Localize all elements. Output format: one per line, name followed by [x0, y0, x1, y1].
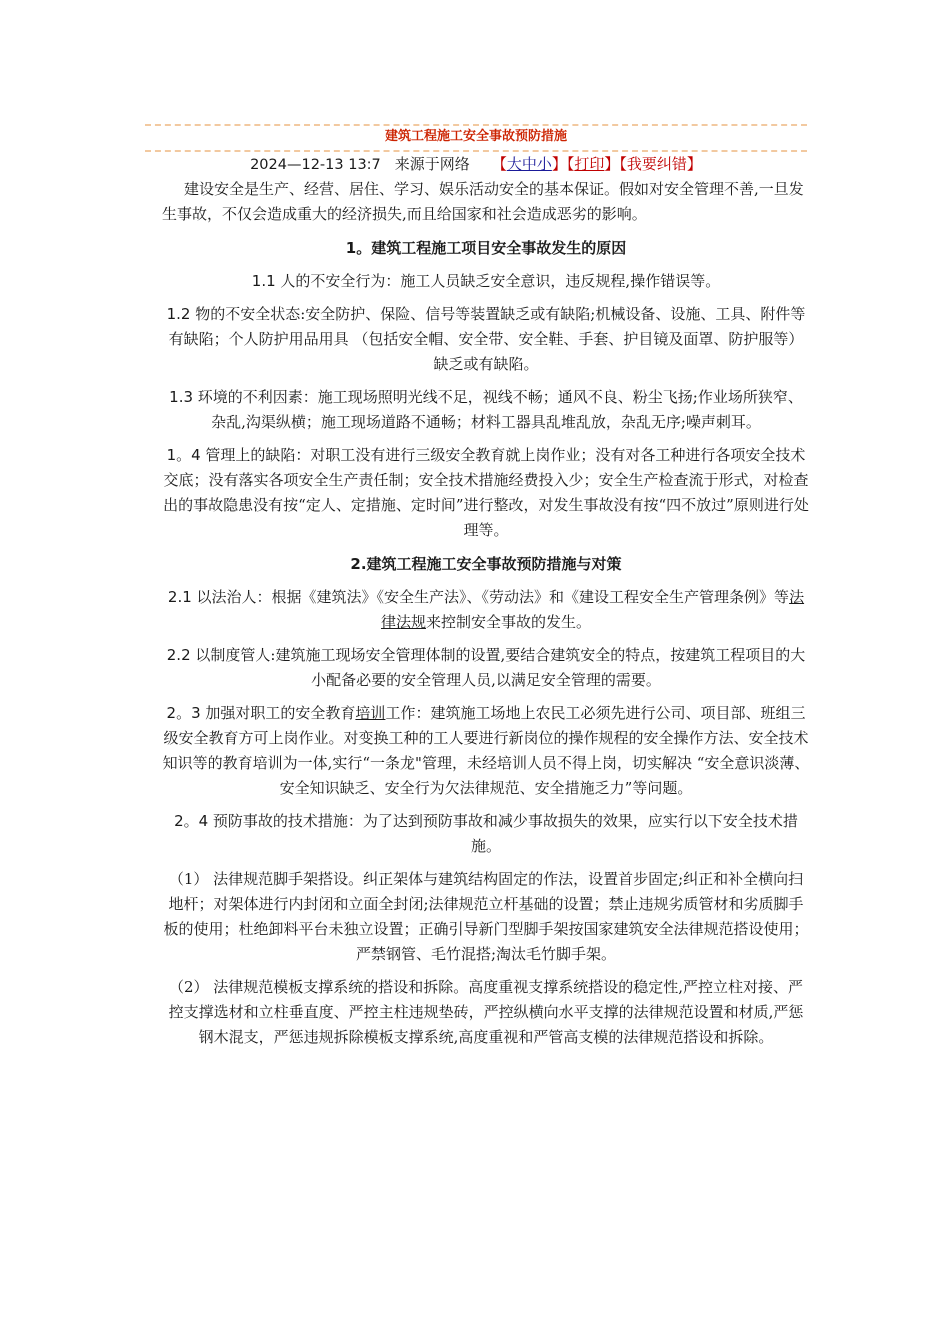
paragraph-text: 预防事故的技术措施：为了达到预防事故和减少事故损失的效果，应实行以下安全技术措施。: [208, 812, 798, 855]
print-link[interactable]: 打印: [574, 155, 605, 173]
paragraph-text: 以法治人：根据《建筑法》《安全生产法》、《劳动法》和《建设工程安全生产管理条例》等: [191, 588, 790, 606]
paragraph-text: 人的不安全行为：施工人员缺乏安全意识，违反规程,操作错误等。: [275, 272, 721, 290]
paragraph-text: 工作：建筑施工场地上农民工必须先进行公司、项目部、班组三级安全教育方可上岗作业。对变换工种的工人要进行新岗位的操作规程的安全操作方法、安全技术知识等的教育培训为一体,实行“一条龙"管理，未经培训人员不得上岗，切实解决 “安全意识淡薄、安全知识缺乏、安全行为欠法律规范、安全措施乏力”等问题。: [162, 704, 810, 797]
training-link[interactable]: 培训: [355, 704, 386, 722]
section-heading: 1。建筑工程施工项目安全事故发生的原因: [345, 239, 627, 257]
font-size-link[interactable]: 大中小: [506, 155, 552, 173]
clause-number: 1.1: [251, 272, 276, 290]
paragraph: [162, 385, 810, 435]
paragraph: [162, 585, 810, 635]
publish-date: 2024—12-13 13:7: [250, 157, 381, 173]
paragraph: [162, 809, 810, 859]
clause-number: 2.2: [166, 646, 191, 664]
clause-number: 2。3: [166, 704, 201, 722]
law-link[interactable]: 法律法规: [380, 588, 805, 631]
bracket-open: 【: [491, 155, 507, 173]
paragraph-text: 来控制安全事故的发生。: [426, 613, 592, 631]
paragraph-text: 以制度管人:建筑施工现场安全管理体制的设置,要结合建筑安全的特点，按建筑工程项目的大小配备必要的安全管理人员,以满足安全管理的需要。: [190, 646, 806, 689]
paragraph-text: 环境的不利因素：施工现场照明光线不足，视线不畅；通风不良、粉尘飞扬;作业场所狭窄、杂乱,沟渠纵横；施工现场道路不通畅；材料工器具乱堆乱放，杂乱无序;噪声刺耳。: [193, 388, 803, 431]
paragraph: [162, 443, 810, 543]
paragraph-text: 管理上的缺陷：对职工没有进行三级安全教育就上岗作业；没有对各工种进行各项安全技术交底；没有落实各项安全生产责任制；安全技术措施经费投入少；安全生产检查流于形式，对检查出的事故隐患没有按“定人、定措施、定时间”进行整改，对发生事故没有按“四不放过”原则进行处理等。: [163, 446, 809, 539]
clause-number: 2.1: [167, 588, 192, 606]
paragraph: [162, 269, 810, 294]
paragraph: [162, 302, 810, 377]
clause-number: 1。4: [166, 446, 201, 464]
title-top-divider: [145, 124, 807, 126]
source-label: 来源于网络: [394, 155, 470, 173]
paragraph-text: 物的不安全状态:安全防护、保险、信号等装置缺乏或有缺陷;机械设备、设施、工具、附件等有缺陷；个人防护用品用具 （包括安全帽、安全带、安全鞋、手套、护目镜及面罩、防护服等）缺乏或有缺陷。: [168, 305, 806, 373]
clause-number: 1.2: [166, 305, 191, 323]
bracket-close: 】: [604, 155, 620, 173]
bracket-close: 】: [551, 155, 567, 173]
bracket-open: 【: [566, 155, 575, 173]
list-item: （2） 法律规范模板支撑系统的搭设和拆除。高度重视支撑系统搭设的稳定性,严控立柱对接、严控支撑选材和立柱垂直度、严控主柱违规垫砖，严控纵横向水平支撑的法律规范设置和材质,严惩钢木混支，严惩违规拆除模板支撑系统,高度重视和严管高支模的法律规范搭设和拆除。: [168, 978, 804, 1046]
paragraph: [162, 643, 810, 693]
section-heading: 2.建筑工程施工安全事故预防措施与对策: [350, 555, 622, 573]
paragraph-text: 加强对职工的安全教育: [200, 704, 356, 722]
report-error-link[interactable]: 【我要纠错】: [619, 155, 702, 173]
article-body: [162, 177, 810, 1058]
article-meta: [145, 153, 807, 176]
intro-paragraph: 建设安全是生产、经营、居住、学习、娱乐活动安全的基本保证。假如对安全管理不善,一旦发生事故，不仅会造成重大的经济损失,而且给国家和社会造成恶劣的影响。: [162, 180, 804, 223]
list-item: （1） 法律规范脚手架搭设。纠正架体与建筑结构固定的作法，设置首步固定;纠正和补全横向扫地杆；对架体进行内封闭和立面全封闭;法律规范立杆基础的设置；禁止违规劣质管材和劣质脚手板的使用；杜绝卸料平台未独立设置；正确引导新门型脚手架按国家建筑安全法律规范搭设使用；严禁钢管、毛竹混搭;淘汰毛竹脚手架。: [163, 870, 809, 963]
clause-number: 2。4: [174, 812, 209, 830]
page-title: 建筑工程施工安全事故预防措施: [384, 129, 567, 144]
clause-number: 1.3: [169, 388, 194, 406]
title-bottom-divider: [145, 150, 807, 152]
paragraph: [162, 701, 810, 801]
